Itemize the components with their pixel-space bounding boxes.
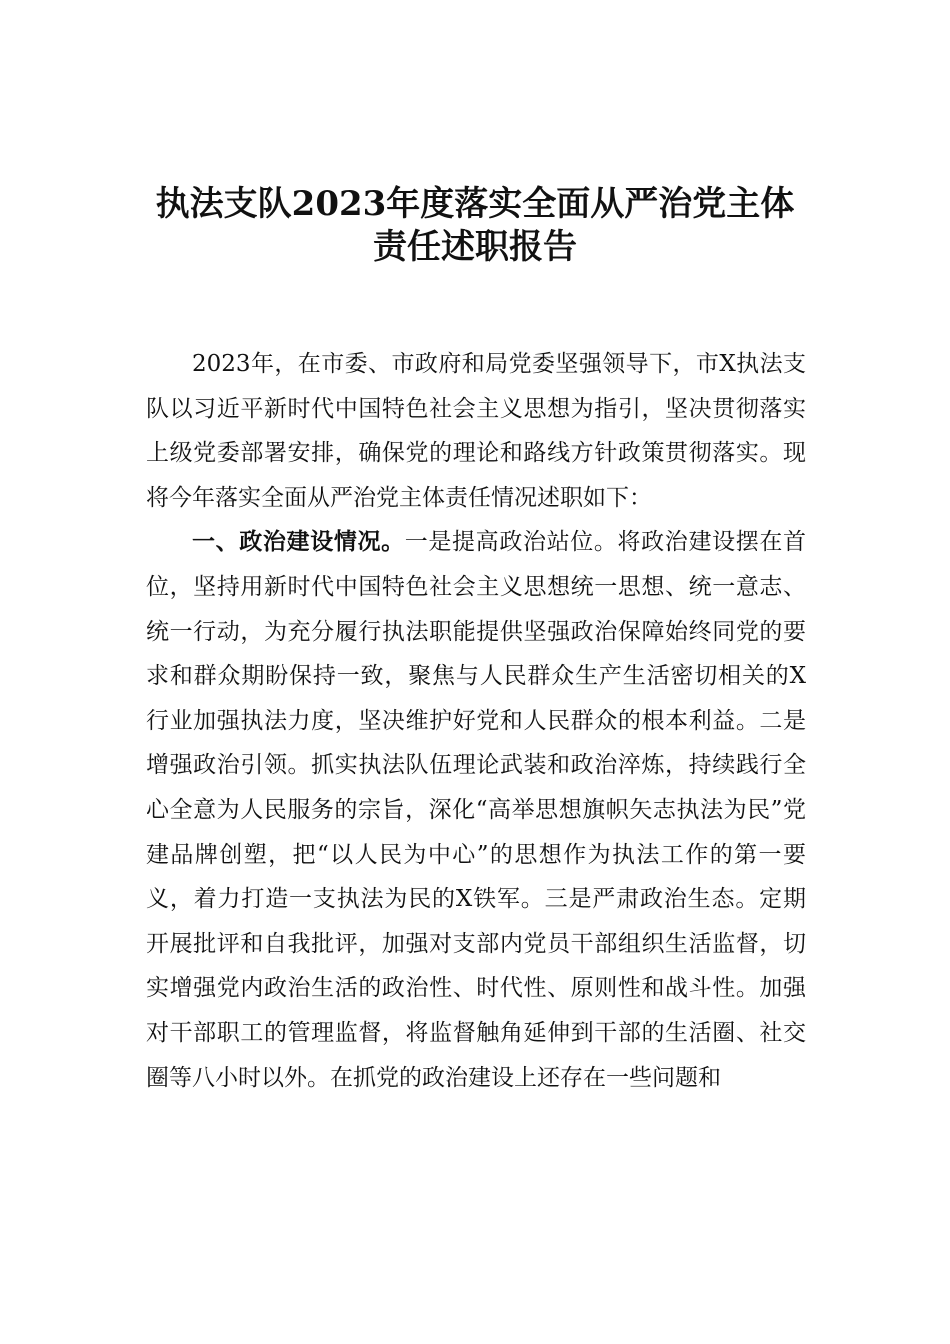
section-paragraph-political-construction <box>146 520 806 1100</box>
document-body <box>146 342 806 1100</box>
document-title-line-1: 执法支队2023年度落实全面从严治党主体 <box>155 184 795 224</box>
section-heading: 一、政治建设情况。 <box>192 529 405 556</box>
intro-paragraph-text: 2023年，在市委、市政府和局党委坚强领导下，市X执法支队以习近平新时代中国特色社会主义思想为指引，坚决贯彻落实上级党委部署安排，确保党的理论和路线方针政策贯彻落实。现将今年落实全面从严治党主体责任情况述职如下： <box>146 351 806 511</box>
document-title-line-2: 责任述职报告 <box>373 227 577 267</box>
intro-paragraph <box>146 342 806 520</box>
section-paragraph-text: 一是提高政治站位。将政治建设摆在首位，坚持用新时代中国特色社会主义思想统一思想、统一意志、统一行动，为充分履行执法职能提供坚强政治保障始终同党的要求和群众期盼保持一致，聚焦与人民群众生产生活密切相关的X行业加强执法力度，坚决维护好党和人民群众的根本利益。二是增强政治引领。抓实执法队伍理论武装和政治淬炼，持续践行全心全意为人民服务的宗旨，深化“高举思想旗帜矢志执法为民”党建品牌创塑，把“以人民为中心”的思想作为执法工作的第一要义，着力打造一支执法为民的X铁军。三是严肃政治生态。定期开展批评和自我批评，加强对支部内党员干部组织生活监督，切实增强党内政治生活的政治性、时代性、原则性和战斗性。加强对干部职工的管理监督，将监督触角延伸到干部的生活圈、社交圈等八小时以外。在抓党的政治建设上还存在一些问题和 <box>146 529 807 1091</box>
